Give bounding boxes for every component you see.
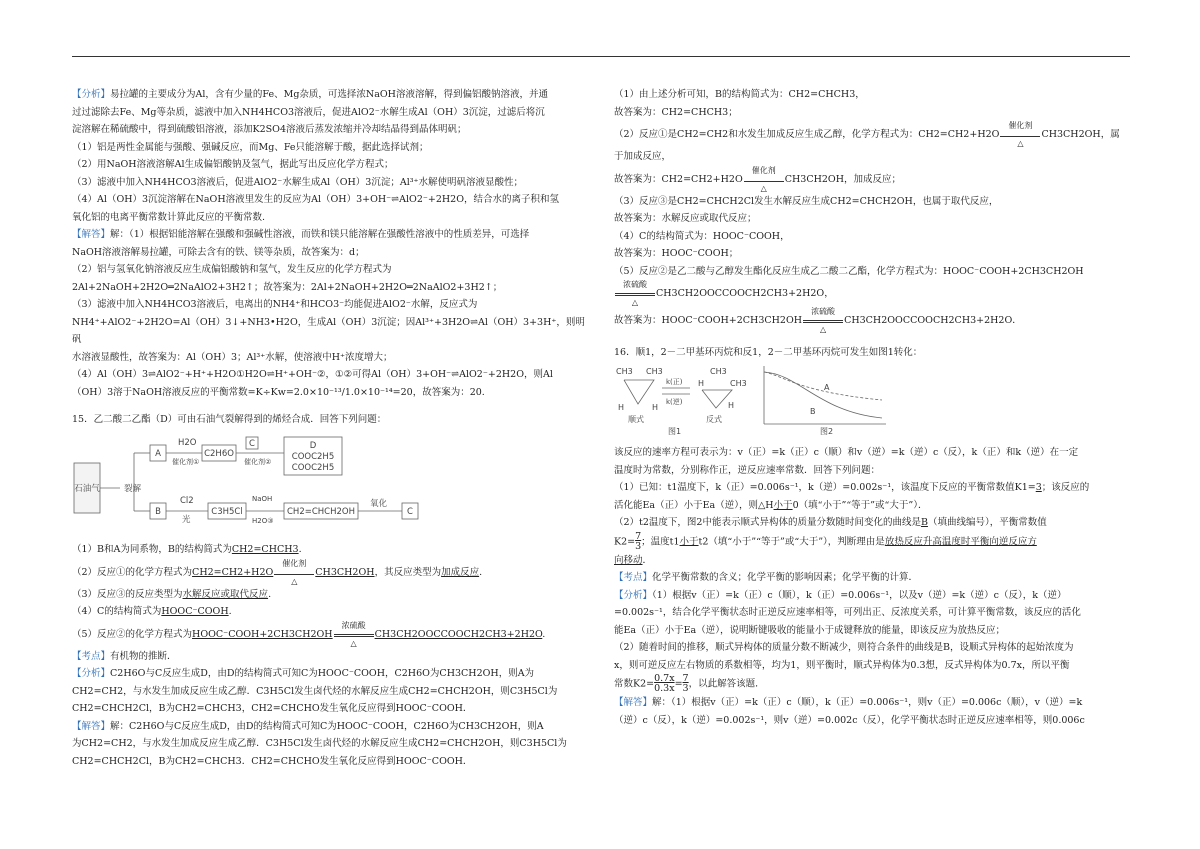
fx-last-line	[614, 674, 1130, 694]
scheme-water-label: H2O	[178, 437, 197, 448]
fig-cis-label: 顺式	[628, 414, 644, 424]
text-line: 温度时为常数，分别称作正，逆反应速率常数．回答下列问题：	[614, 464, 881, 476]
scheme-catalyst-1: 催化剂①	[172, 457, 200, 466]
text-line: （3）反应③是CH2=CHCH2Cl发生水解反应生成CH2=CHCH2OH，也属于取代反应，	[614, 195, 999, 207]
fig-cis-h-2: H	[652, 402, 659, 412]
q15-part4: （4）C的结构简式为HOOC⁻COOH.	[72, 606, 232, 617]
fraction	[654, 674, 674, 694]
q16-2-question: （2）t2温度下，图2中能表示顺式异构体的质量分数随时间变化的曲线是	[614, 517, 921, 528]
fig-cis-h-1: H	[618, 402, 625, 412]
q16-2c-tail: ．	[642, 554, 653, 566]
q16-part1a	[614, 479, 1130, 497]
fig-curve-b-label: B	[810, 406, 816, 416]
q15-2-arrow-label: 催化剂	[282, 558, 307, 568]
q16-k2-label: K2=	[614, 536, 636, 547]
fig-cis-ch3-2: CH3	[646, 366, 663, 376]
knowledge-tag: 【考点】	[614, 572, 653, 583]
r5c-right: CH3CH2OOCCOOCH2CH3+2H2O．	[844, 315, 1022, 326]
text-line: （3）滤液中加入NH4HCO3溶液后，电离出的NH4⁺和HCO3⁻均能促进AlO2⁻水解，反应式为	[72, 299, 478, 310]
q16-2b-reason: 放热反应升高温度时平衡向逆反应方	[884, 536, 1037, 547]
r5c-arrow-condition: △	[819, 325, 827, 334]
r2c-right: CH3CH2OH，加成反应；	[784, 173, 902, 185]
q15-2-question: （2）反应①的化学方程式为	[72, 566, 193, 578]
text-line: 解：（1）根据铝能溶解在强酸和强碱性溶液，而铁和镁只能溶解在强酸性溶液中的性质差异，可选择	[110, 229, 530, 240]
r2c-arrow-label: 催化剂	[751, 165, 776, 175]
cis-ring	[624, 380, 654, 404]
q16-1b-question: 活化能Ea（正）小于Ea（逆），则△H	[614, 499, 774, 511]
reaction-arrow-icon	[274, 574, 314, 575]
text-line: 水溶液显酸性，故答案为：Al（OH）3；Al³⁺水解，使溶液中H⁺浓度增大；	[72, 351, 393, 363]
scheme-oxidation-label: 氧化	[370, 498, 388, 509]
solution-paragraph	[72, 226, 588, 401]
text-line: 过过滤除去Fe、Mg等杂质，滤液中加入NH4HCO3溶液后，促进AlO2⁻水解生成Al（OH）3沉淀，过滤后将沉	[72, 106, 545, 118]
fig-trans-h-1: H	[698, 378, 705, 388]
q16-2b-answer: 小于	[679, 536, 699, 547]
q16-1-tail: ；该反应的	[1041, 482, 1090, 493]
text-line: NH4⁺+AlO2⁻+2H2O=Al（OH）3↓+NH3•H2O，生成Al（OH）3沉淀；因Al³⁺+3H2O⇌Al（OH）3+3H⁺，则明矾	[72, 316, 585, 345]
r5c-arrow-label: 浓硫酸	[811, 307, 836, 316]
text-line: （2）铝与氢氧化钠溶液反应生成偏铝酸钠和氢气，发生反应的化学方程式为	[72, 264, 392, 275]
scheme-c-label: C	[407, 506, 413, 517]
q16-2-tail: （填曲线编号），平衡常数值	[927, 517, 1047, 528]
fraction-numerator: 7	[635, 530, 642, 542]
fig-2-caption: 图2	[820, 426, 834, 436]
q15-4-answer: HOOC⁻COOH	[161, 606, 229, 617]
text-line: CH2=CH2，与水发生加成反应生成乙醇．C3H5Cl发生卤代烃的水解反应生成CH2=CHCH2OH，则C3H5Cl为	[72, 685, 558, 697]
equation-line	[614, 121, 1130, 148]
fig-1-caption: 图1	[668, 426, 682, 436]
figure-1-and-2	[614, 364, 894, 436]
text-line: （逆）c（反），k（逆）=0.002s⁻¹，则v（逆）=0.002c（反），化学平衡状态时正逆反应速率相等，则0.006c	[614, 714, 1085, 726]
text-line: 于加成反应，	[614, 151, 672, 162]
q16-2b-mid2: t2（填“小于”“等于”或“大于”），判断理由是	[698, 536, 885, 547]
r2c-left: 故答案为：CH2=CH2+H2O	[614, 173, 743, 185]
fraction-numerator: 7	[682, 673, 689, 684]
text-line: （4）Al（OH）3沉淀溶解在NaOH溶液里发生的反应为Al（OH）3+OH⁻⇌AlO2⁻+2H2O，结合水的离子积和氢	[72, 194, 560, 205]
q15-5-answer-right: CH3CH2OOCCOOCH2CH3+2H2O	[374, 628, 543, 640]
text-line: （2）用NaOH溶液溶解Al生成偏铝酸钠及氢气，据此写出反应化学方程式；	[72, 159, 394, 170]
equals-sign: =	[674, 678, 683, 690]
text-line: 解：（1）根据v（正）=k（正）c（顺），k（正）=0.006s⁻¹，则v（正）=0.006c（顺），v（逆）=k	[652, 697, 1083, 708]
text-line: （1）根据v（正）=k（正）c（顺），k（正）=0.006s⁻¹，以及v（逆）=k（逆）c（反），k（逆）	[652, 589, 1067, 601]
scheme-c2h6o-label: C2H6O	[204, 448, 234, 459]
q15-2-answer-right: CH3CH2OH	[315, 566, 375, 578]
header-rule	[72, 56, 1130, 57]
q16-1b-answer: 小于	[773, 499, 793, 511]
analysis-tag: 【分析】	[614, 589, 653, 601]
equation-line	[614, 307, 1130, 334]
solution-tag: 【解答】	[72, 720, 111, 732]
scheme-crack-label: 裂解	[124, 483, 142, 494]
analysis-paragraph	[72, 86, 588, 226]
text-line: NaOH溶液溶解易拉罐，可除去含有的铁、镁等杂质，故答案为：d；	[72, 246, 365, 258]
q16-part2a	[614, 514, 1130, 532]
text-line: 故答案为：HOOC⁻COOH；	[614, 248, 739, 259]
solution-tag: 【解答】	[614, 697, 653, 708]
fraction-numerator: 0.7x	[654, 673, 675, 684]
text-line: 2Al+2NaOH+2H2O═2NaAlO2+3H2↑；故答案为：2Al+2NaOH+2H2O═2NaAlO2+3H2↑；	[72, 281, 503, 293]
q16-1b-tail: 0（填“小于”“等于”或“大于”）．	[792, 499, 928, 511]
equilibrium-arrow-icon	[334, 634, 374, 637]
right-column	[614, 86, 1130, 729]
q15-3-question: （3）反应③的反应类型为	[72, 588, 183, 600]
text-line: （3）滤液中加入NH4HCO3溶液后，促进AlO2⁻水解生成Al（OH）3沉淀；Al³⁺水解使明矾溶液显酸性；	[72, 176, 524, 188]
equilibrium-arrow-icon	[803, 320, 843, 323]
scheme-h2o-3-label: H2O③	[252, 516, 274, 525]
text-line: （OH）3溶于NaOH溶液反应的平衡常数=K÷Kw=2.0×10⁻¹³/1.0×10⁻¹⁴=20，故答案为：20.	[72, 386, 485, 398]
curve-b	[764, 372, 882, 418]
q16-1-question: （1）已知：t1温度下，k（正）=0.006s⁻¹，k（逆）=0.002s⁻¹，该温度下反应的平衡常数值K1=	[614, 482, 1036, 493]
scheme-light-label: 光	[182, 514, 191, 525]
scheme-source-label: 石油气	[74, 483, 100, 494]
q15-4-question: （4）C的结构简式为	[72, 606, 162, 617]
scheme-b-label: B	[155, 506, 161, 517]
fraction-denominator: 3	[682, 683, 689, 694]
reaction-arrow-icon	[1000, 136, 1040, 137]
text-line: （1）由上述分析可知，B的结构简式为：CH2=CHCH3，	[614, 89, 865, 100]
text-line: 该反应的速率方程可表示为：v（正）=k（正）c（顺）和v（逆）=k（逆）c（反），k（正）和k（逆）在一定	[614, 447, 1079, 458]
question-16-title: 16．顺1，2－二甲基环丙烷和反1，2－二甲基环丙烷可发生如图1转化：	[614, 347, 923, 358]
q15-3-answer: 水解反应或取代反应	[182, 588, 269, 600]
scheme-catalyst-2: 催化剂②	[244, 457, 272, 466]
reaction-arrow-icon	[744, 181, 784, 182]
scheme-c3h5cl-label: C3H5Cl	[211, 506, 243, 517]
knowledge-tag: 【考点】	[72, 650, 111, 662]
r2c-arrow-condition: △	[760, 183, 767, 193]
q16-1-answer: 3	[1035, 482, 1042, 493]
scheme-d-line2: COOC2H5	[291, 462, 335, 473]
text-line: 故答案为：水解反应或取代反应；	[614, 213, 757, 224]
r2-arrow-label: 催化剂	[1008, 121, 1033, 130]
equation-line	[614, 166, 1130, 193]
q15-5-arrow-label: 浓硫酸	[341, 620, 366, 630]
q15-2-answer-left: CH2=CH2+H2O	[192, 566, 274, 578]
q16-part1b	[614, 497, 1130, 515]
text-line: 淀溶解在稀硫酸中，得到硫酸铝溶液，添加K2SO4溶液后蒸发浓缩并冷却结晶得到晶体明矾；	[72, 124, 467, 135]
text-line: CH2=CHCH2Cl，B为CH2=CHCH3．CH2=CHCHO发生氧化反应得到HOOC⁻COOH．	[72, 755, 473, 767]
knowledge-text: 有机物的推断．	[110, 650, 177, 662]
text-line: 故答案为：CH2=CHCH3；	[614, 106, 738, 118]
text-line: 氧化铝的电离平衡常数计算此反应的平衡常数.	[72, 211, 266, 223]
fig-forward-label: k(正)	[666, 377, 683, 386]
text-line: （4）Al（OH）3⇌AlO2⁻+H⁺+H2O①H2O⇌H⁺+OH⁻②，①②可得Al（OH）3+OH⁻⇌AlO2⁻+2H2O，则Al	[72, 369, 553, 380]
text-line: 为CH2=CH2，与水发生加成反应生成乙醇．C3H5Cl发生卤代烃的水解反应生成CH2=CHCH2OH，则C3H5Cl为	[72, 738, 567, 749]
text-line: （4）C的结构简式为：HOOC⁻COOH，	[614, 230, 790, 242]
text-line: （1）铝是两性金属能与强酸、强碱反应，而Mg、Fe只能溶解于酸，据此选择试剂；	[72, 141, 429, 153]
analysis-tag: 【分析】	[72, 668, 111, 679]
q15-part3: （3）反应③的反应类型为水解反应或取代反应.	[72, 588, 272, 600]
text-line: 能Ea（正）小于Ea（逆），说明断键吸收的能量小于成键释放的能量，即该反应为放热反应；	[614, 624, 1005, 636]
left-column	[72, 86, 588, 770]
r5b-arrow-label: 浓硫酸	[623, 280, 647, 289]
fx-last-tail: ，以此解答该题．	[688, 678, 765, 690]
solution-tag: 【解答】	[72, 229, 111, 240]
text-line: =0.002s⁻¹，结合化学平衡状态时正逆反应速率相等，可列出正、反浓度关系，可计算平衡常数，该反应的活化	[614, 607, 1081, 618]
q16-part2c	[614, 552, 1130, 570]
fig-reverse-label: k(逆)	[666, 397, 683, 406]
q15-2-arrow-condition: △	[291, 576, 298, 586]
scheme-a-label: A	[155, 448, 161, 459]
q15-5-arrow-condition: △	[350, 638, 357, 648]
fig-trans-ch3-1: CH3	[710, 366, 727, 376]
q15-part2: （2）反应①的化学方程式为CH2=CH2+H2O催化剂 △CH3CH2OH，其反应类型为加成反应.	[72, 558, 483, 586]
r5c-left: 故答案为：HOOC⁻COOH+2CH3CH2OH	[614, 315, 803, 326]
equilibrium-arrow-icon	[615, 293, 655, 296]
r2-arrow-condition: △	[1017, 139, 1024, 148]
fig-curve-a-label: A	[824, 382, 830, 392]
scheme-naoh-label: NaOH	[252, 494, 273, 503]
q15-2-mid: ，其反应类型为	[374, 566, 442, 578]
fraction-denominator: 3	[635, 540, 642, 552]
question-15-title: 15．乙二酸二乙酯（D）可由石油气裂解得到的烯烃合成．回答下列问题：	[72, 414, 387, 425]
fraction-denominator: 0.3x	[654, 683, 675, 694]
equation-line	[614, 280, 1130, 307]
q16-2c-reason-cont: 向移动	[614, 554, 643, 566]
text-line: x，则可逆反应左右物质的系数相等，均为1，则平衡时，顺式异构体为0.3想，反式异构体为0.7x，所以平衡	[614, 659, 1070, 671]
text-line: （2）随着时间的推移，顺式异构体的质量分数不断减少，则符合条件的曲线是B，设顺式异构体的起始浓度为	[614, 642, 1074, 653]
q15-1-question: （1）B和A为同系物，B的结构简式为	[72, 544, 232, 555]
scheme-d-label: D	[309, 440, 317, 451]
q15-part1: （1）B和A为同系物，B的结构简式为CH2=CHCH3.	[72, 544, 302, 555]
q15-2-type-answer: 加成反应	[441, 566, 480, 578]
k2-label: 常数K2=	[614, 678, 655, 690]
text-line: 解：C2H6O与C反应生成D，由D的结构简式可知C为HOOC⁻COOH，C2H6O为CH3CH2OH，则A	[110, 720, 544, 732]
synthesis-scheme	[72, 433, 432, 529]
text-line: CH2=CHCH2Cl，B为CH2=CHCH3，CH2=CHCHO发生氧化反应得到HOOC⁻COOH．	[72, 703, 473, 714]
text-line: 易拉罐的主要成分为Al，含有少量的Fe、Mg杂质，可选择浓NaOH溶液溶解，得到偏铝酸钠溶液，并通	[110, 89, 548, 100]
fig-trans-label: 反式	[706, 414, 722, 424]
scheme-d-line1: COOC2H5	[291, 451, 335, 462]
scheme-c-small-label: C	[249, 438, 255, 449]
q16-part2b	[614, 532, 1130, 552]
r5b-arrow-condition: △	[631, 298, 639, 307]
scheme-allyl-alcohol-label: CH2=CHCH2OH	[287, 506, 355, 517]
r2-right: CH3CH2OH，属	[1041, 129, 1120, 140]
text-line: （5）反应②是乙二酸与乙醇发生酯化反应生成乙二酸二乙酯，化学方程式为：HOOC⁻COOH+2CH3CH2OH	[614, 265, 1084, 277]
analysis-tag: 【分析】	[72, 89, 111, 100]
fig-cis-ch3-1: CH3	[616, 366, 633, 376]
r2-left: （2）反应①是CH2=CH2和水发生加成反应生成乙醇，化学方程式为：CH2=CH2+H2O	[614, 129, 1000, 140]
knowledge-text: 化学平衡常数的含义；化学平衡的影响因素；化学平衡的计算．	[652, 572, 919, 583]
scheme-cl2-label: Cl2	[180, 495, 194, 506]
fig-trans-ch3-2: CH3	[730, 378, 747, 388]
q16-2b-mid: ；温度t1	[641, 536, 680, 547]
q15-part5: （5）反应②的化学方程式为HOOC⁻COOH+2CH3CH2OH浓硫酸 △CH3CH2OOCCOOCH2CH3+2H2O.	[72, 620, 546, 648]
fig-trans-h-2: H	[728, 400, 735, 410]
q15-5-question: （5）反应②的化学方程式为	[72, 628, 193, 640]
q15-5-answer-left: HOOC⁻COOH+2CH3CH2OH	[192, 628, 333, 640]
q15-1-answer: CH2=CHCH3	[231, 544, 299, 555]
text-line: C2H6O与C反应生成D，由D的结构简式可知C为HOOC⁻COOH，C2H6O为CH3CH2OH，则A为	[110, 668, 535, 679]
q16-2-answer: B	[920, 517, 928, 528]
r5b-right: CH3CH2OOCCOOCH2CH3+2H2O，	[656, 288, 834, 299]
